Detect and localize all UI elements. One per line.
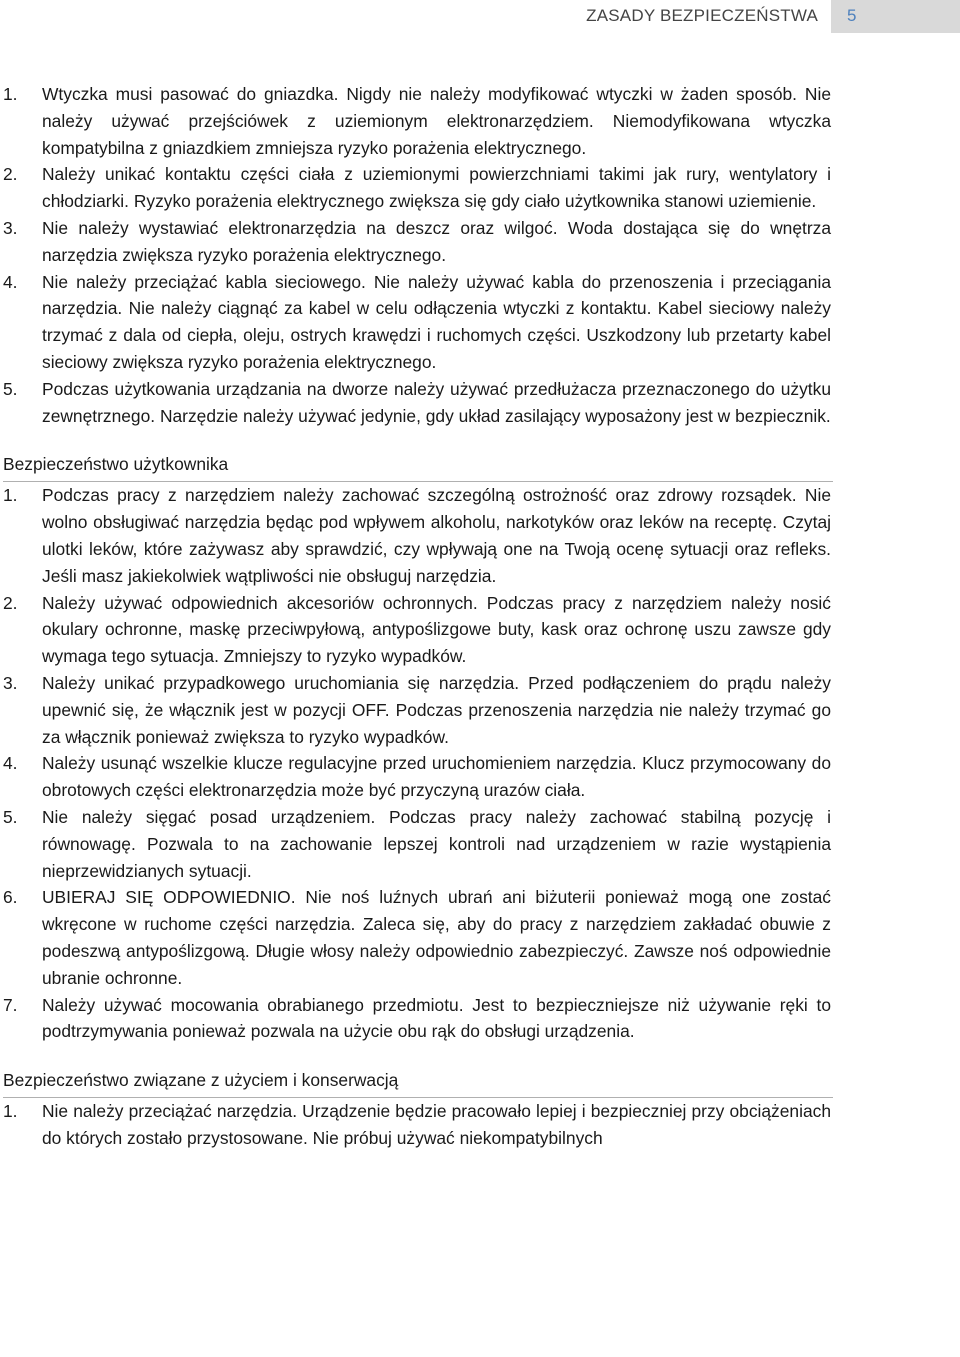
list-item — [3, 215, 831, 269]
item-number: 5. — [3, 806, 18, 827]
item-number: 6. — [3, 887, 18, 908]
item-number: 2. — [3, 164, 18, 185]
item-number: 4. — [3, 753, 18, 774]
list-item — [3, 161, 831, 215]
list-item — [3, 81, 831, 161]
item-text: Wtyczka musi pasować do gniazdka. Nigdy nie należy modyfikować wtyczki w żaden sposób. Nie należy używać przejściówek z uziemionym elektronarzędziem. Niemodyfikowana wtyczka kompatybilna z gniazdkiem zmniejsza ryzyko porażenia elektrycznego. — [42, 84, 831, 158]
item-text: Należy używać mocowania obrabianego przedmiotu. Jest to bezpieczniejsze niż używanie ręki to podtrzymywania ponieważ pozwala na użycie obu rąk do obsługi urządzenia. — [42, 994, 831, 1042]
header-title: ZASADY BEZPIECZEŃSTWA — [586, 6, 818, 25]
item-number: 7. — [3, 994, 18, 1015]
item-number: 5. — [3, 378, 18, 399]
user-safety-list — [3, 482, 831, 1045]
item-text: Nie należy sięgać posad urządzeniem. Podczas pracy należy zachować stabilną pozycję i równowagę. Pozwala to na zachowanie lepszej kontroli nad urządzeniem w razie wystąpienia nieprzewidzianych sytuacji. — [42, 806, 831, 881]
item-number: 1. — [3, 84, 18, 104]
item-text: Podczas użytkowania urządzania na dworze należy używać przedłużacza przeznaczonego do użytku zewnętrznego. Narzędzie należy używać jedynie, gdy układ zasilający wyposażony jest w bezpiecznik. — [42, 378, 831, 426]
section-heading-use-maintenance: Bezpieczeństwo związane z użyciem i konserwacją — [3, 1067, 833, 1098]
item-text: UBIERAJ SIĘ ODPOWIEDNIO. Nie noś luźnych ubrań ani biżuterii ponieważ mogą one zostać wkręcone w ruchome części narzędzia. Zaleca się, aby do pracy z narzędziem zakładać obuwie z podeszwą antypoślizgową. Długie włosy należy odpowiednio zabezpieczyć. Zawsze noś odpowiednie ubranie ochronne. — [42, 887, 831, 988]
list-item — [3, 269, 831, 376]
item-text: Należy unikać przypadkowego uruchomiania się narzędzia. Przed podłączeniem do prądu należy upewnić się, że włącznik jest w pozycji OFF. Podczas przenoszenia narzędzia nie należy trzymać go za włącznik ponieważ zwiększa to ryzyko wypadków. — [42, 672, 831, 747]
item-text: Podczas pracy z narzędziem należy zachować szczególną ostrożność oraz zdrowy rozsądek. Nie wolno obsługiwać narzędzia będąc pod wpływem alkoholu, narkotyków oraz leków na receptę. Czytaj ulotki leków, które zażywasz aby sprawdzić, czy wpływają one na Twoją ocenę sytuacji oraz refleks. Jeśli masz jakiekolwiek wątpliwości nie obsługuj narzędzia. — [42, 485, 831, 586]
item-text: Nie należy wystawiać elektronarzędzia na deszcz oraz wilgoć. Woda dostająca się do wnętrza narzędzia zwiększa ryzyko porażenia elektrycznego. — [42, 217, 831, 265]
list-item — [3, 590, 831, 670]
item-text: Nie należy przeciążać kabla sieciowego. Nie należy używać kabla do przenoszenia i przeciągania narzędzia. Nie należy ciągnąć za kabel w celu odłączenia wtyczki z kontaktu. Kabel sieciowy należy trzymać z dala od ciepła, oleju, ostrych krawędzi i ruchomych części. Uszkodzony lub przetarty kabel sieciowy zwiększa ryzyko porażenia elektrycznego. — [42, 271, 831, 372]
item-number: 3. — [3, 672, 18, 693]
item-text: Nie należy przeciążać narzędzia. Urządzenie będzie pracowało lepiej i bezpieczniej przy obciążeniach do których zostało przystosowane. Nie próbuj używać niekompatybilnych — [42, 1101, 831, 1148]
electrical-safety-list — [3, 81, 831, 429]
list-item — [3, 992, 831, 1046]
item-number: 4. — [3, 271, 18, 292]
item-text: Należy usunąć wszelkie klucze regulacyjne przed uruchomieniem narzędzia. Klucz przymocowany do obrotowych części elektronarzędzia może być przyczyną urazów ciała. — [42, 753, 831, 801]
use-maintenance-list — [3, 1098, 831, 1152]
item-number: 3. — [3, 217, 18, 238]
item-number: 1. — [3, 1101, 18, 1122]
page-number-box — [831, 0, 960, 33]
list-item — [3, 750, 831, 804]
item-number: 2. — [3, 592, 18, 613]
page-number: 5 — [847, 6, 857, 25]
document-body — [3, 81, 831, 1152]
list-item — [3, 670, 831, 750]
item-text: Należy używać odpowiednich akcesoriów ochronnych. Podczas pracy z narzędziem należy nosić okulary ochronne, maskę przeciwpyłową, antypoślizgowe buty, kask oraz ochronę uszu zawsze gdy wymaga tego sytuacja. Zmniejszy to ryzyko wypadków. — [42, 592, 831, 667]
list-item — [3, 376, 831, 430]
item-text: Należy unikać kontaktu części ciała z uziemionymi powierzchniami takimi jak rury, wentylatory i chłodziarki. Ryzyko porażenia elektrycznego zwiększa się gdy ciało użytkownika stanowi uziemienie. — [42, 164, 831, 212]
item-number: 1. — [3, 485, 18, 506]
section-heading-user-safety: Bezpieczeństwo użytkownika — [3, 451, 833, 482]
list-item — [3, 482, 831, 589]
page-header — [0, 0, 960, 33]
list-item — [3, 804, 831, 884]
list-item — [3, 1098, 831, 1152]
list-item — [3, 884, 831, 991]
